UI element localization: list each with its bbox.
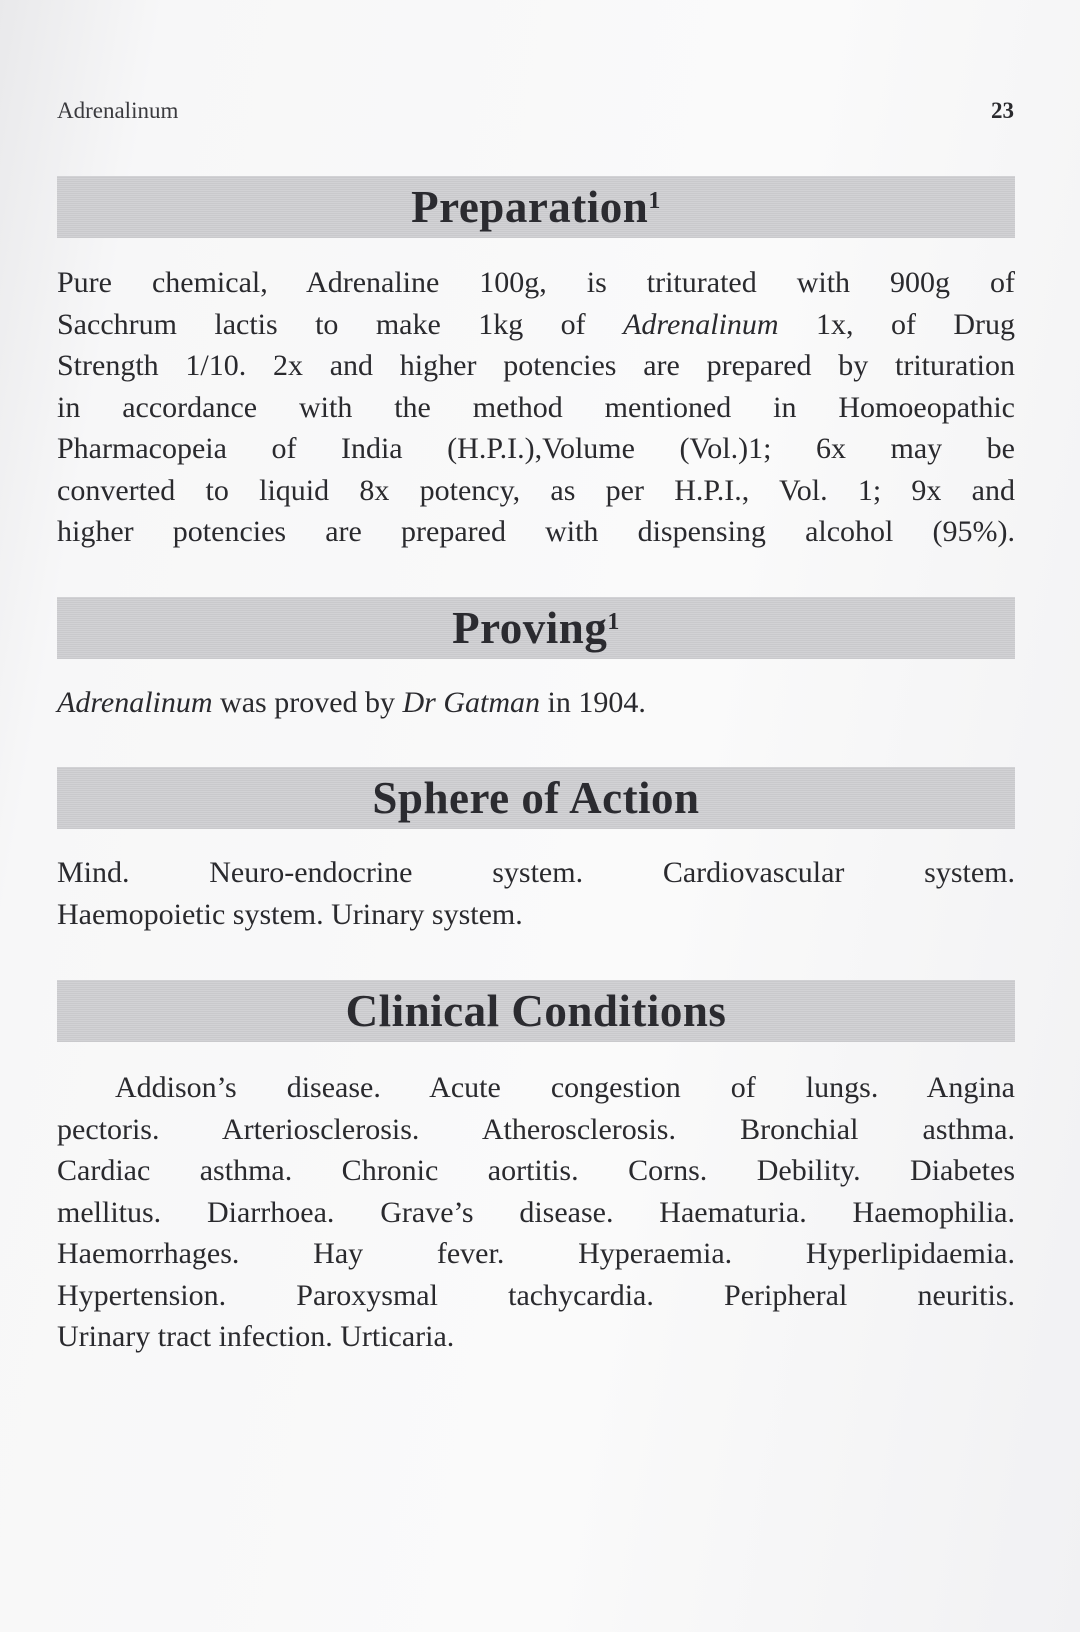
section-heading-preparation bbox=[57, 176, 1015, 238]
text-line: Hypertension. Paroxysmal tachycardia. Peripheral neuritis. bbox=[57, 1278, 1015, 1312]
text-line: Urinary tract infection. Urticaria. bbox=[57, 1320, 455, 1353]
text-line: Pure chemical, Adrenaline 100g, is triturated with 900g of bbox=[57, 266, 1015, 299]
text-line: converted to liquid 8x potency, as per H.P.I., Vol. 1; 9x and bbox=[57, 473, 1015, 507]
proving-paragraph: Adrenalinum was proved by Dr Gatman in 1904. bbox=[57, 686, 646, 719]
heading-text: Clinical Conditions bbox=[345, 986, 727, 1036]
text-line: mellitus. Diarrhoea. Grave’s disease. Haematuria. Haemophilia. bbox=[57, 1195, 1015, 1229]
text-line: Haemorrhages. Hay fever. Hyperaemia. Hyperlipidaemia. bbox=[57, 1237, 1015, 1270]
heading-text: Proving bbox=[452, 603, 608, 653]
text-line: Sacchrum lactis to make 1kg of Adrenalinum 1x, of Drug bbox=[57, 307, 1015, 341]
text-line: pectoris. Arteriosclerosis. Atherosclerosis. Bronchial asthma. bbox=[57, 1112, 1015, 1146]
section-heading-clinical-conditions bbox=[57, 980, 1015, 1042]
text-line: Strength 1/10. 2x and higher potencies are prepared by trituration bbox=[57, 349, 1015, 382]
heading-text: Sphere of Action bbox=[372, 773, 700, 823]
text-line: higher potencies are prepared with dispensing alcohol (95%). bbox=[57, 515, 1015, 548]
page-number: 23 bbox=[991, 98, 1014, 123]
running-head: Adrenalinum bbox=[57, 98, 179, 123]
text-line: Cardiac asthma. Chronic aortitis. Corns. Debility. Diabetes bbox=[57, 1154, 1015, 1187]
preparation-paragraph bbox=[57, 262, 1015, 553]
text-line: Haemopoietic system. Urinary system. bbox=[57, 897, 523, 931]
clinical-conditions-paragraph bbox=[57, 1067, 1015, 1358]
text-line: Mind. Neuro-endocrine system. Cardiovascular system. bbox=[57, 856, 1015, 889]
footnote-mark: 1 bbox=[607, 609, 620, 635]
footnote-mark: 1 bbox=[648, 188, 661, 214]
text-line: in accordance with the method mentioned in Homoeopathic bbox=[57, 390, 1015, 424]
section-heading-proving bbox=[57, 597, 1015, 659]
text-line: Addison’s disease. Acute congestion of lungs. Angina bbox=[115, 1071, 1015, 1104]
heading-text: Preparation bbox=[411, 182, 649, 232]
text-line: Pharmacopeia of India (H.P.I.),Volume (Vol.)1; 6x may be bbox=[57, 432, 1015, 465]
sphere-of-action-paragraph bbox=[57, 852, 1015, 935]
section-heading-sphere-of-action bbox=[57, 767, 1015, 829]
